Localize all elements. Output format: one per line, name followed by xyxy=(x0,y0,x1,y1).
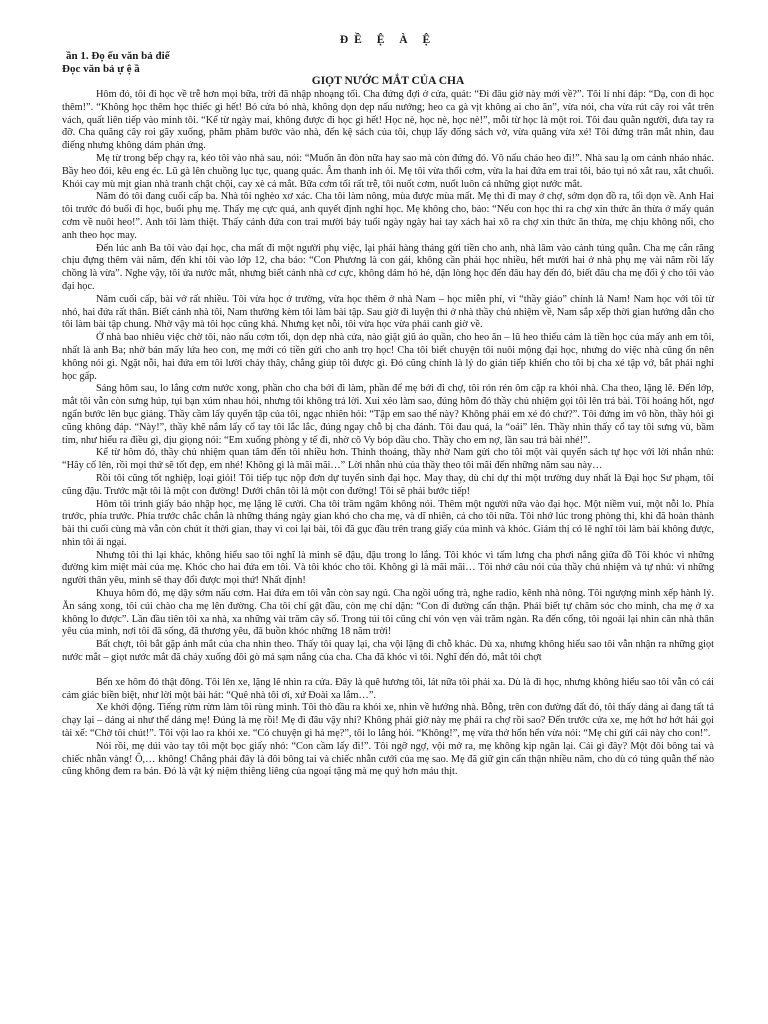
paragraph: Rồi tôi cũng tốt nghiệp, loại giỏi! Tôi tiếp tục nộp đơn dự tuyển sinh đại học. May thay, dù chỉ dự thi một trường duy nhất là Đại học Sư phạm, tôi cũng đậu. Trước mặt tôi là một con đường! Dưới chân tôi là một con đường! Tôi sẽ phải bước tiếp! xyxy=(62,472,714,497)
paragraph: Xe khởi động. Tiếng rừm rừm làm tôi rùng mình. Tôi thò đầu ra khỏi xe, nhìn về hướng nhà. Bỗng, trên con đường đất đỏ, tôi thấy dáng ai đang tất tả chạy lại – dáng ai như thể dáng mẹ! Đúng là mẹ rồi! Mẹ đi đâu vậy nhỉ? Không phải giờ này mẹ phải ra chợ rồi sao? Đến trước cửa xe, mẹ hớt hơ hớt hải gọi tài xế: “Chờ tôi chút!”. Tôi vội lao ra khỏi xe. “Có chuyện gì hả mẹ?”, tôi lo lắng hỏi. “Không!”, mẹ vừa thở hổn hển vừa nói: “Mẹ chỉ gửi cái này cho con!”. xyxy=(62,702,714,740)
paragraph: Ở nhà bao nhiêu việc chờ tôi, nào nấu cơm tối, dọn dẹp nhà cửa, nào giặt giũ áo quần, cho heo ăn – lũ heo thiếu cám là tiền học của mấy anh em tôi, nhất là anh Ba; nhờ bán mấy lứa heo con, mẹ mới có tiền gửi cho anh trọ học! Cha tôi biết chuyện tôi nuôi mộng đại học, nhưng do việc nhà cũng ổn nên không nói gì. Ngặt nỗi, hai đứa em tôi lười chảy thây, chẳng giúp tôi được gì. Đó cũng chính là lý do gián tiếp khiến cho tôi bị cha xé tập vở, bắt phải nghỉ học gấp. xyxy=(62,332,714,382)
paragraph: Kể từ hôm đó, thầy chủ nhiệm quan tâm đến tôi nhiều hơn. Thỉnh thoảng, thầy nhờ Nam gửi cho tôi một vài quyển sách tự học với lời nhắn nhủ: “Hãy cố lên, rồi mọi thứ sẽ tốt đẹp, em nhé! Không gì là mãi mãi…” Lời nhắn nhủ của thầy theo tôi mãi đến những năm sau này… xyxy=(62,447,714,472)
section-heading-part1: ần 1. Đọ ểu văn bả điể xyxy=(66,50,170,62)
paragraph: Hôm đó, tôi đi học về trễ hơn mọi bữa, trời đã nhập nhoạng tối. Cha đứng đợi ở cửa, quát: “Đi đâu giờ này mới về?”. Tôi lí nhí đáp: “Dạ, con đi học thêm!”. “Không học thêm học thiếc gì hết! Bỏ cửa bỏ nhà, không dọn dẹp nấu nướng; heo ca gà vịt không ai cho ăn”, vừa nói, cha vừa rút cây roi vắt trên vách, quất liên tiếp vào mình tôi. “Kể từ ngày mai, không được đi học gì hết! Học nè, học nè, học nè!”, mỗi từ học là một roi. Tôi đau quằn người, đưa tay ra đỡ. Cha quăng cây roi gãy xuống, phăm phăm bước vào nhà, đến kệ sách của tôi, chụp lấy đống sách vở, vừa quăng vừa xé! Tôi đứng trân mắt nhìn, đau điếng nhưng không dám phản ứng. xyxy=(62,89,714,152)
paragraph: Mẹ từ trong bếp chạy ra, kéo tôi vào nhà sau, nói: “Muốn ăn đòn nữa hay sao mà còn đứng đó. Vô nấu cháo heo đi!”. Nhà sau lạ om cảnh nháo nhác. Bầy heo đói, kêu eng éc. Lũ gà lên chuồng lục tục, quang quác. Âm thanh inh ỏi. Mẹ tôi vừa thổi cơm, vừa la hai đứa em trai tôi, bảo tụi nó xắt rau, xắt chuối. Khói cay mù mịt gian nhà tranh chật chội, cay xè cả mắt. Bữa cơm tối rất trễ, tôi nuốt cơm, nuốt luôn cả những giọt nước mắt. xyxy=(62,152,714,190)
paragraph: Năm đó tôi đang cuối cấp ba. Nhà tôi nghèo xơ xác. Cha tôi làm nông, mùa được mùa mất. Mẹ thì đi may ở chợ, sớm dọn đồ ra, tối dọn về. Anh Hai tôi trước đó buổi đi học, buổi phụ mẹ. Thấy mẹ cực quá, anh quyết định nghỉ học. Mẹ không cho, bảo: “Nếu con học thì ra chợ xin thức ăn thừa ở mấy quán cơm về nuôi heo!”. Anh tôi làm thiệt. Thấy cảnh đứa con trai mười bảy tuổi ngày ngày hai tay xách hai xô ra chợ xin thức ăn thừa, mẹ chịu không nổi, cho anh theo học may. xyxy=(62,191,714,241)
story-title: GIỌT NƯỚC MẮT CỦA CHA xyxy=(311,75,465,87)
paragraph: Nói rồi, mẹ dúi vào tay tôi một bọc giấy nhỏ: “Con cầm lấy đi!”. Tôi ngỡ ngợ, vội mở ra, mẹ không kịp ngăn lại. Cái gì đây? Một đôi bông tai và chiếc nhẫn vàng! Ô,… không! Chẳng phải đây là đôi bông tai và chiếc nhẫn cưới của mẹ sao. Mẹ đã giữ gìn cẩn thận nhiều năm, cho dù có túng quẫn thế nào cũng không đem ra bán. Đó là vật kỷ niệm thiêng liêng của ngoại tặng mà mẹ quý hơn máu thịt. xyxy=(62,740,714,778)
paragraph: Hôm tôi trình giấy báo nhập học, mẹ lặng lẽ cười. Cha tôi trầm ngâm không nói. Thêm một người nữa vào đại học. Một niềm vui, một nỗi lo. Phía trước, phía trước. Phía trước chắc chắn là những tháng ngày gian khó cho cha mẹ, và dĩ nhiên, cả cho tôi nữa. Tôi nhớ lúc trong phòng thi, khi đã hoàn thành bài thi cuối cùng mà vẫn còn chút ít thời gian, thay vì coi lại bài, tôi đã gục đầu trên trang giấy của mình và khóc. Giám thị có lẽ nghĩ tôi làm bài không được, nhìn tôi ái ngại. xyxy=(62,498,714,548)
paragraph: Bến xe hôm đó thật đông. Tôi lên xe, lặng lẽ nhìn ra cửa. Đây là quê hương tôi, lát nữa tôi phải xa. Dù là đi học, nhưng không hiểu sao tôi vẫn có cái cảm giác biền biệt, như lời một bài hát: “Quê nhà tôi ơi, xứ Đoài xa lắm…”. xyxy=(62,676,714,701)
document-header: ĐỀ Ệ À Ệ xyxy=(339,34,437,46)
paragraph: Đến lúc anh Ba tôi vào đại học, cha mất đi một người phụ việc, lại phải hàng tháng gửi tiền cho anh, nhà lâm vào cảnh túng quẫn. Cha mẹ cắn răng chịu đựng thêm vài năm, đến khi tôi vào lớp 12, cha bảo: “Con Phương là con gái, không cần phải học nhiều, hết mười hai ở nhà phụ mẹ vài năm rồi lấy chồng là vừa”. Nghe vậy, tôi ứa nước mắt, nhưng biết cảnh nhà cơ cực, không dám hó hé, dặn lòng học đến đâu hay đến đó, biết đâu cha mẹ đổi ý cho tôi vào đại học. xyxy=(62,242,714,292)
paragraph: Khuya hôm đó, mẹ dậy sớm nấu cơm. Hai đứa em tôi vẫn còn say ngủ. Cha ngồi uống trà, nghe radio, kênh nhà nông. Tôi ngượng mình xếp hành lý. Ăn sáng xong, tôi cúi chào cha mẹ lên đường. Cha tôi chỉ gật đầu, còn mẹ chỉ dặn: “Con đi đường cẩn thận. Phải biết tự chăm sóc cho mình, cha mẹ ở xa không lo được”. Lần đầu tiên tôi xa nhà, xa những vài trăm cây số. Trong túi tôi cũng chỉ vỏn vẹn vài trăm ngàn. Ra đến cổng, tôi ngoái lại nhìn căn nhà thân yêu của mình, nơi tôi đã sống, đã thương yêu, đã buồn khóc những 18 năm trời! xyxy=(62,588,714,638)
paragraph: Nhưng tôi thì lại khác, không hiểu sao tôi nghĩ là mình sẽ đậu, đậu trong lo lắng. Tôi khóc vì tấm lưng cha phơi nắng giữa đồ Tôi khóc vì những đường kim miệt mài của mẹ. Khóc cho hai đứa em tôi. Và tôi khóc cho tôi. Không gì là mãi mãi… Tôi nhớ câu nói của thầy chủ nhiệm và tự nhủ: vì những người thân yêu, mình sẽ thay đổi được mọi thứ! Nhất định! xyxy=(62,549,714,587)
paragraph: Bất chợt, tôi bắt gặp ánh mắt của cha nhìn theo. Thấy tôi quay lại, cha vội lặng đi chỗ khác. Dù xa, nhưng không hiểu sao tôi vẫn nhận ra những giọt nước mắt – giọt nước mắt đã chảy xuống đôi gò má sạm nắng của cha. Cha đã khóc vì tôi. Nghĩ đến đó, mắt tôi chợt xyxy=(62,639,714,664)
paragraph: Năm cuối cấp, bài vở rất nhiều. Tôi vừa học ở trường, vừa học thêm ở nhà Nam – học miễn phí, vì “thầy giáo” chính là Nam! Nam học với tôi từ nhỏ, hai đứa rất thân. Biết cảnh nhà tôi, Nam thường kèm tôi làm bài tập. Sau giờ đi luyện thi ở nhà thầy chủ nhiệm về, Nam sắp xếp thời gian hướng dẫn cho tôi làm bài tập chung. Nhờ vậy mà tôi học cũng khá. Nhưng kẹt nỗi, tôi vừa học vừa phải canh giờ về. xyxy=(62,293,714,331)
section-heading-reading: Đọc văn bả ự ệ ầ xyxy=(62,62,140,75)
document-page xyxy=(62,34,714,779)
paragraph: Sáng hôm sau, lo lắng cơm nước xong, phần cho cha bới đi làm, phần để mẹ bới đi chợ, tôi rón rén ôm cặp ra khỏi nhà. Cha theo, lặng lẽ. Đến lớp, mắt tôi vẫn còn sưng húp, tụi bạn xúm nhau hỏi, nhưng tôi không trả lời. Xui xẻo làm sao, đúng hôm đó thầy chủ nhiệm gọi tôi lên trả bài. Tôi hoảng hốt, ngơ ngẩn bước lên bục giảng. Thầy cầm lấy quyển tập của tôi, ngạc nhiên hỏi: “Tập em sao thế này? Không phải em xé đó chứ?”. Tôi đứng im vô hồn, thầy hỏi gì cũng không đáp. “Này!”, thầy khẽ nắm lấy cổ tay tôi lắc lắc, đúng ngay chỗ bị cha đánh. Tôi đau quá, la “oái” lên. Thầy nhìn thấy cổ tay tôi sưng vù, bầm tím, như hiểu ra điều gì, dịu giọng nói: “Em xuống phòng y tế đi, nhờ cô Vy bóp dầu cho. Thầy cho em nợ, lần sau trả bài nhé!”. xyxy=(62,383,714,446)
